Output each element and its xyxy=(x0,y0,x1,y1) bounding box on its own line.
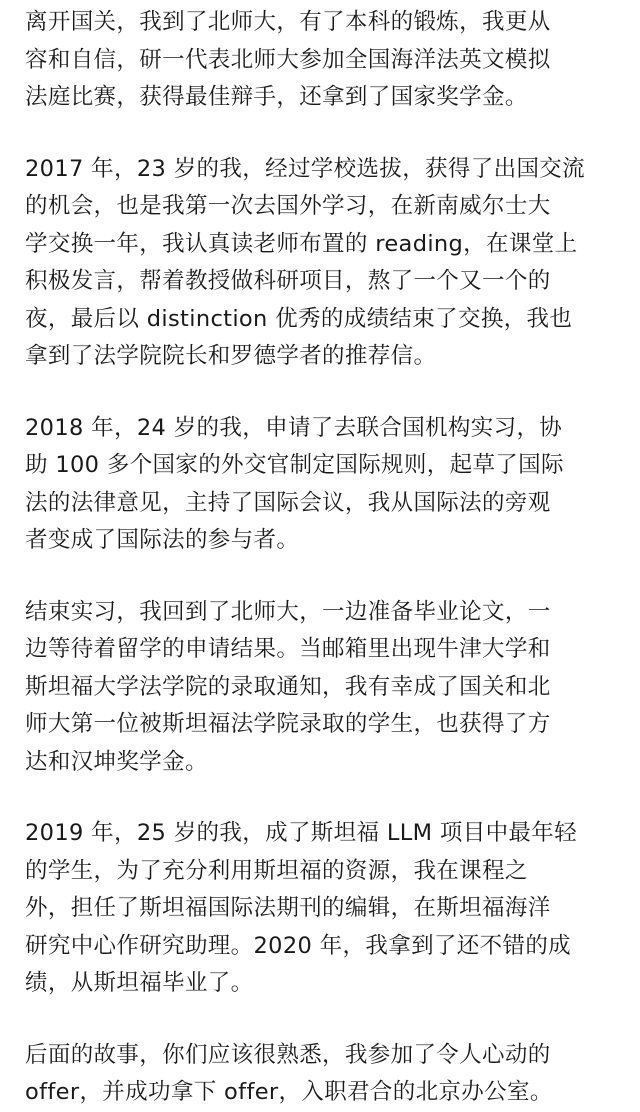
text-line: 的机会，也是我第一次去国外学习，在新南威尔士大 xyxy=(25,193,551,219)
text-line: 法庭比赛，获得最佳辩手，还拿到了国家奖学金。 xyxy=(25,84,528,110)
text-line: 达和汉坤奖学金。 xyxy=(25,748,208,775)
text-line: 2018 年，24 岁的我，申请了去联合国机构实习，协 xyxy=(25,414,563,441)
text-line: 容和自信，研一代表北师大参加全国海洋法英文模拟 xyxy=(25,46,551,73)
text-line: 法的法律意见，主持了国际会议，我从国际法的旁观 xyxy=(25,489,551,516)
text-line: 后面的故事，你们应该很熟悉，我参加了令人心动的 xyxy=(25,1041,551,1068)
text-line: 结束实习，我回到了北师大，一边准备毕业论文，一 xyxy=(25,598,551,625)
paragraph-2018-internship xyxy=(25,410,618,560)
text-line: 者变成了国际法的参与者。 xyxy=(25,527,300,553)
text-line: 2019 年，25 岁的我，成了斯坦福 LLM 项目中最年轻 xyxy=(25,820,577,846)
text-line: 外，担任了斯坦福国际法期刊的编辑，在斯坦福海洋 xyxy=(25,895,551,921)
text-line: 的学生，为了充分利用斯坦福的资源，我在课程之 xyxy=(25,857,528,884)
paragraph-admission xyxy=(25,594,618,782)
text-line: 离开国关，我到了北师大，有了本科的锻炼，我更从 xyxy=(25,9,551,35)
text-line: 绩，从斯坦福毕业了。 xyxy=(25,970,254,996)
text-line: 夜，最后以 distinction 优秀的成绩结束了交换，我也 xyxy=(25,305,573,332)
text-line: 助 100 多个国家的外交官制定国际规则，起草了国际 xyxy=(25,452,564,478)
paragraph-beishida xyxy=(25,4,618,117)
text-line: 师大第一位被斯坦福法学院录取的学生，也获得了方 xyxy=(25,711,551,737)
text-line: 积极发言，帮着教授做科研项目，熬了一个又一个的 xyxy=(25,268,551,294)
text-line: 学交换一年，我认真读老师布置的 reading，在课堂上 xyxy=(25,230,578,257)
text-line: offer，并成功拿下 offer，入职君合的北京办公室。 xyxy=(25,1079,553,1105)
paragraph-offer xyxy=(25,1037,618,1112)
paragraph-2017-exchange xyxy=(25,151,618,376)
text-line: 拿到了法学院院长和罗德学者的推荐信。 xyxy=(25,343,437,369)
paragraph-2019-stanford xyxy=(25,815,618,1003)
text-line: 边等待着留学的申请结果。当邮箱里出现牛津大学和 xyxy=(25,636,551,662)
text-line: 2017 年，23 岁的我，经过学校选拔，获得了出国交流 xyxy=(25,155,585,182)
text-line: 斯坦福大学法学院的录取通知，我有幸成了国关和北 xyxy=(25,673,551,700)
text-line: 研究中心作研究助理。2020 年，我拿到了还不错的成 xyxy=(25,932,572,959)
